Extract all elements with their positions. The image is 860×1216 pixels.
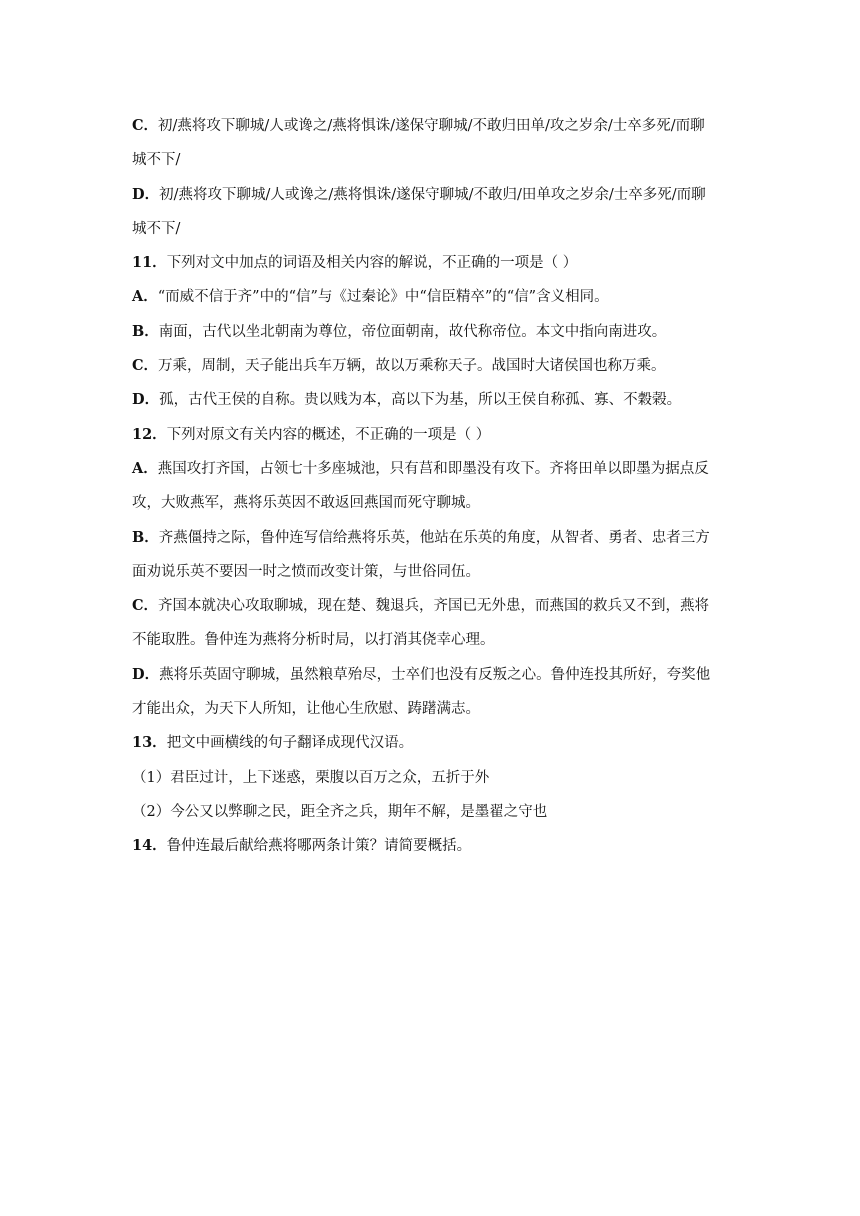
question-stem: 把文中画横线的句子翻译成现代汉语。: [166, 735, 414, 752]
q10-option-c: [132, 109, 732, 143]
option-text: 初/燕将攻下聊城/人或谗之/燕将惧诛/遂保守聊城/不敢归/田单攻之岁余/士卒多死/而聊: [159, 186, 706, 203]
question-number: 14．: [132, 837, 167, 855]
q10-option-d: [132, 178, 732, 212]
q14-stem: [132, 829, 732, 863]
option-text: 才能出众，为天下人所知，让他心生欣慰、踌躇满志。: [132, 701, 480, 718]
option-text: 齐国本就决心攻取聊城，现在楚、魏退兵，齐国已无外患，而燕国的救兵又不到，燕将: [158, 598, 710, 615]
translation-sentence: （1）君臣过计，上下迷惑，栗腹以百万之众，五折于外: [132, 769, 490, 786]
option-text: 初/燕将攻下聊城/人或谗之/燕将惧诛/遂保守聊城/不敢归田单/攻之岁余/士卒多死/而聊: [158, 118, 705, 134]
option-label: D．: [132, 185, 160, 203]
option-text: 城不下/: [132, 220, 181, 237]
option-label: D．: [132, 665, 160, 683]
q13-stem: [132, 726, 732, 760]
option-text: 不能取胜。鲁仲连为燕将分析时局，以打消其侥幸心理。: [132, 632, 495, 649]
q11-option-c: [132, 349, 732, 383]
q12-option-a: [132, 452, 732, 486]
question-stem: 鲁仲连最后献给燕将哪两条计策？请简要概括。: [166, 838, 472, 855]
question-stem: 下列对文中加点的词语及相关内容的解说，不正确的一项是（ ）: [166, 255, 578, 272]
q11-option-d: [132, 383, 732, 417]
question-stem: 下列对原文有关内容的概述，不正确的一项是（ ）: [166, 426, 491, 443]
option-text: 南面，古代以坐北朝南为尊位，帝位面朝南，故代称帝位。本文中指向南进攻。: [158, 323, 667, 340]
option-label: D．: [132, 391, 160, 409]
option-text: 万乘，周制，天子能出兵车万辆，故以万乘称天子。战国时大诸侯国也称万乘。: [158, 358, 666, 375]
option-text: 燕国攻打齐国，占领七十多座城池，只有莒和即墨没有攻下。齐将田单以即墨为据点反: [157, 460, 709, 477]
option-text: “而威不信于齐”中的“信”与《过秦论》中“信臣精卒”的“信”含义相同。: [157, 289, 609, 306]
question-number: 12．: [132, 425, 167, 443]
option-text: 燕将乐英固守聊城，虽然粮草殆尽，士卒们也没有反叛之心。鲁仲连投其所好，夸奖他: [159, 666, 711, 683]
question-number: 13．: [132, 734, 167, 752]
option-text: 城不下/: [132, 152, 181, 169]
q11-option-a: [132, 280, 732, 314]
q12-option-d-continued: [132, 692, 732, 726]
option-text: 齐燕僵持之际，鲁仲连写信给燕将乐英，他站在乐英的角度，从智者、勇者、忠者三方: [158, 529, 710, 546]
q10-option-d-continued: [132, 212, 732, 246]
question-number: 11．: [132, 254, 167, 272]
q12-stem: [132, 418, 732, 452]
q12-option-c-continued: [132, 623, 732, 657]
question-content: [132, 109, 732, 864]
option-label: C．: [132, 117, 159, 134]
option-label: B．: [132, 528, 159, 546]
q12-option-a-continued: [132, 486, 732, 520]
option-text: 攻，大败燕军，燕将乐英因不敢返回燕国而死守聊城。: [132, 495, 480, 512]
q11-stem: [132, 246, 732, 280]
option-text: 面劝说乐英不要因一时之愤而改变计策，与世俗同伍。: [132, 563, 480, 580]
q13-item-2: [132, 795, 732, 829]
q12-option-b: [132, 521, 732, 555]
option-label: A．: [132, 288, 158, 306]
q12-option-b-continued: [132, 555, 732, 589]
q11-option-b: [132, 315, 732, 349]
q10-option-c-continued: [132, 143, 732, 177]
option-label: C．: [132, 357, 159, 375]
q13-item-1: [132, 761, 732, 795]
q12-option-c: [132, 589, 732, 623]
option-label: C．: [132, 597, 159, 615]
option-label: A．: [132, 459, 158, 477]
option-label: B．: [132, 322, 159, 340]
q12-option-d: [132, 658, 732, 692]
option-text: 孤，古代王侯的自称。贵以贱为本，高以下为基，所以王侯自称孤、寡、不穀榖。: [159, 392, 682, 409]
translation-sentence: （2）今公又以弊聊之民，距全齐之兵，期年不解，是墨翟之守也: [132, 803, 548, 820]
